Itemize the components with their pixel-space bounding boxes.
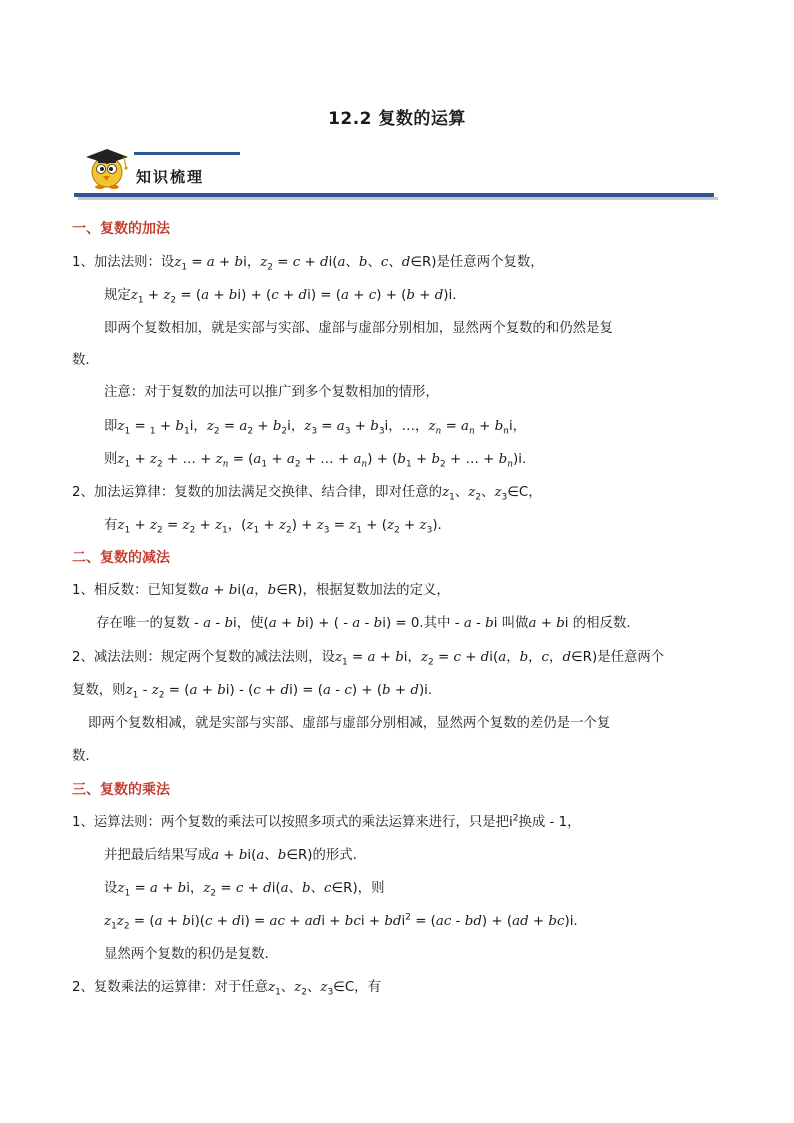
text-line: 设$z_1 = a$ + bi，$z_2 = c + di(a$、b、c∈R)，则 (104, 881, 385, 899)
text-line: 1、相反数：已知复数a + bi(a，b∈R)，根据复数加法的定义， (72, 583, 450, 598)
text-line: 数． (72, 749, 99, 764)
page-title: 12.2 复数的运算 (328, 109, 466, 129)
text-line: 复数，则$z_1 - z_2 = (a + bi) - (c + di) = (a - c) + (b + d)i$. (72, 683, 433, 701)
text-line: 2、加法运算律：复数的加法满足交换律、结合律，即对任意的$z_1$、$z_2$、$z_3\in C$， (72, 485, 542, 503)
mascot-icon (86, 149, 128, 189)
text-line: 存在唯一的复数 - a - bi，使(a + bi) + ( - a - bi) = 0.其中 - a - bi 叫做a + bi 的相反数． (96, 616, 640, 631)
text-line: 则$z_1 + z_2$ + … + $z_n = (a_1 + a_2$ + … + $a_n) + (b_1 + b_2$ + … + $b_n)i$. (104, 452, 527, 470)
text-line: 1、运算法则：两个复数的乘法可以按照多项式的乘法运算来进行，只是把$i^2$换成 - 1， (72, 813, 581, 830)
text-line: $z_1z_2 = (a + bi)(c + di)$ = ac + adi + bci + bdi$^2$ = (ac - bd) + (ad + bc)i. (104, 912, 578, 932)
text-line: 显然两个复数的积仍是复数． (104, 947, 279, 962)
text-line: 即两个复数相减，就是实部与实部、虚部与虚部分别相减，显然两个复数的差仍是一个复 (88, 716, 611, 731)
section-heading-addition: 一、复数的加法 (72, 221, 170, 237)
text-line: 规定$z_1 + z_2 = (a + bi) + (c + di) = (a + c) + (b + d)i$. (104, 288, 457, 306)
text-line: 即$z_1 = _1 + b_1i$，$z_2 = a_2 + b_2i$，$z_3 = a_3 + b_3i$，…，$z_n = a_n + b_ni$， (104, 419, 527, 437)
section-banner (74, 136, 724, 206)
text-line: 数． (72, 353, 99, 368)
text-line: 即两个复数相加，就是实部与实部、虚部与虚部分别相加，显然两个复数的和仍然是复 (104, 321, 613, 336)
text-line: 注意：对于复数的加法可以推广到多个复数相加的情形， (104, 385, 439, 400)
section-heading-multiplication: 三、复数的乘法 (72, 782, 170, 798)
text-line: 并把最后结果写成a + bi(a、b∈R)的形式． (104, 848, 367, 863)
text-line: 2、复数乘法的运算律：对于任意$z_1$、$z_2$、$z_3\in C$，有 (72, 980, 381, 998)
text-line: 有$z_1 + z_2 = z_2 + z_1$，$(z_1 + z_2) + z_3 = z_1 + (z_2 + z_3)$． (104, 518, 451, 536)
section-heading-subtraction: 二、复数的减法 (72, 550, 170, 566)
text-line: 1、加法法则：设$z_1 = a$ + bi，$z_2 = c + di(a$、b、c、d∈R)是任意两个复数， (72, 255, 544, 273)
banner-label: 知识梳理 (136, 168, 205, 186)
text-line: 2、减法法则：规定两个复数的减法法则，设$z_1 = a$ + bi，$z_2 = c + di(a$，b，c，d∈R)是任意两个 (72, 650, 665, 668)
